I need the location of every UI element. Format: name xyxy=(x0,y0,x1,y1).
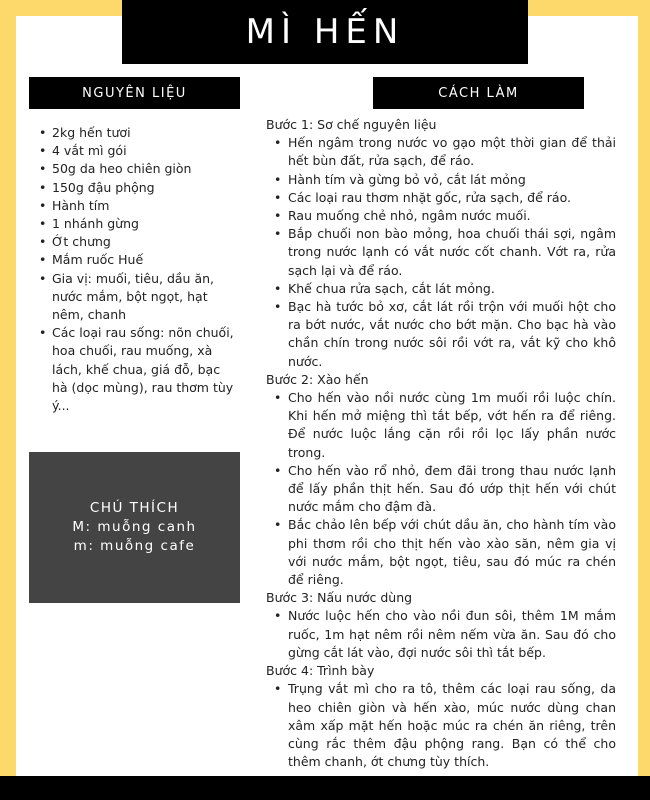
ingredient-item: • Mắm ruốc Huế xyxy=(38,251,238,269)
step-item: • Bắp chuối non bào mỏng, hoa chuối thái sợi, ngâm trong nước lạnh có vắt nước cốt chanh. Vớt ra, rửa sạch lại và để ráo. xyxy=(266,225,616,280)
method-steps xyxy=(266,116,616,771)
step-section xyxy=(266,589,616,662)
ingredient-item: • 50g da heo chiên giòn xyxy=(38,160,238,178)
ingredient-item: • 2kg hến tươi xyxy=(38,124,238,142)
recipe-title: MÌ HẾN xyxy=(122,0,528,64)
note-box xyxy=(29,452,240,603)
note-line: m: muỗng cafe xyxy=(73,538,196,554)
step-item: • Hành tím và gừng bỏ vỏ, cắt lát mỏng xyxy=(266,171,616,189)
ingredient-item: • Hành tím xyxy=(38,197,238,215)
ingredient-item: • 4 vắt mì gói xyxy=(38,142,238,160)
note-heading: CHÚ THÍCH xyxy=(89,500,180,516)
ingredient-item: • Ớt chưng xyxy=(38,233,238,251)
note-line: M: muỗng canh xyxy=(72,519,197,535)
step-title: Bước 2: Xào hến xyxy=(266,371,369,387)
step-item: • Bắc chảo lên bếp với chút dầu ăn, cho hành tím vào phi thơm rồi cho thịt hến vào xào săn, nêm gia vị với nước mắm, bột ngọt, tiêu, sau đó múc ra chén để riêng. xyxy=(266,516,616,589)
ingredients-list xyxy=(38,124,238,415)
step-title: Bước 3: Nấu nước dùng xyxy=(266,590,413,606)
step-section xyxy=(266,116,616,371)
step-item: • Khế chua rửa sạch, cắt lát mỏng. xyxy=(266,280,616,298)
step-item: • Rau muống chẻ nhỏ, ngâm nước muối. xyxy=(266,207,616,225)
step-item: • Nước luộc hến cho vào nồi đun sôi, thêm 1M mắm ruốc, 1m hạt nêm rồi nêm nếm vừa ăn. Sau đó cho gừng cắt lát vào, đợi nước sôi thì tắt bếp. xyxy=(266,607,616,662)
step-item: • Hến ngâm trong nước vo gạo một thời gian để thải hết bùn đất, rửa sạch, để ráo. xyxy=(266,134,616,170)
method-heading: CÁCH LÀM xyxy=(373,77,584,109)
step-section xyxy=(266,371,616,589)
step-item: • Trụng vắt mì cho ra tô, thêm các loại rau sống, da heo chiên giòn và hến xào, múc nước dùng chan xâm xấp mặt hến hoặc múc ra chén ăn riêng, trên cùng rắc thêm đậu phộng rang. Bạn có thể cho thêm chanh, ớt chưng tùy thích. xyxy=(266,680,616,771)
ingredient-item: • 1 nhánh gừng xyxy=(38,215,238,233)
step-item: • Bạc hà tước bỏ xơ, cắt lát rồi trộn với muối hột cho ra bớt nước, vắt nước cho bớt mặn. Cho bạc hà vào chần chín trong nước sôi rồi vớt ra, vắt kỹ cho khô nước. xyxy=(266,298,616,371)
ingredient-item: • Gia vị: muối, tiêu, dầu ăn, nước mắm, bột ngọt, hạt nêm, chanh xyxy=(38,270,238,325)
step-section xyxy=(266,662,616,771)
step-title: Bước 4: Trình bày xyxy=(266,663,375,679)
ingredient-item: • 150g đậu phộng xyxy=(38,179,238,197)
bottom-bar xyxy=(0,776,650,800)
step-title: Bước 1: Sơ chế nguyên liệu xyxy=(266,117,437,132)
step-item: • Cho hến vào rổ nhỏ, đem đãi trong thau nước lạnh để lấy phần thịt hến. Sau đó ướp thịt hến với chút nước mắm cho đậm đà. xyxy=(266,462,616,517)
step-item: • Cho hến vào nồi nước cùng 1m muối rồi luộc chín. Khi hến mở miệng thì tắt bếp, vớt hến ra để riêng. Để nước luộc lắng cặn rồi rồi lọc lấy phần nước trong. xyxy=(266,389,616,462)
ingredient-item: • Các loại rau sống: nõn chuối, hoa chuối, rau muống, xà lách, khế chua, giá đỗ, bạc hà (dọc mùng), rau thơm tùy ý... xyxy=(38,324,238,415)
ingredients-heading: NGUYÊN LIỆU xyxy=(29,77,240,109)
step-item: • Các loại rau thơm nhặt gốc, rửa sạch, để ráo. xyxy=(266,189,616,207)
